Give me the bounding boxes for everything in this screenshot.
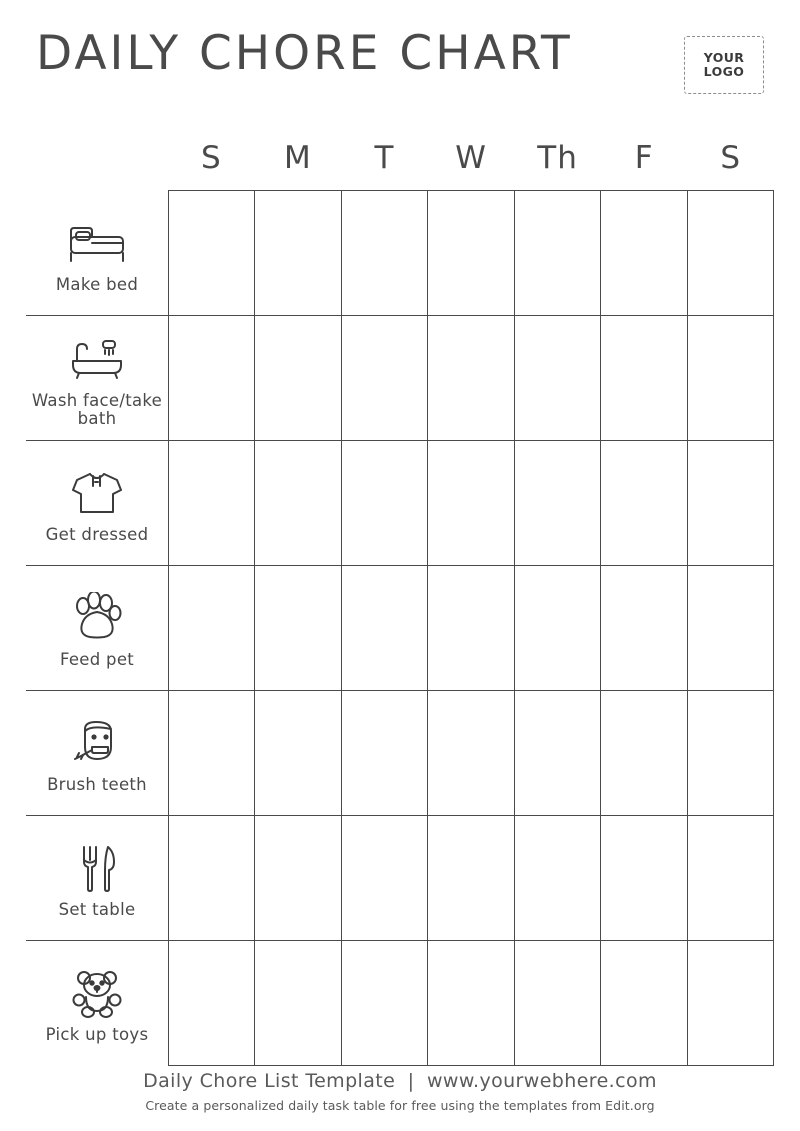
- chore-label-cell-wash-face: [26, 316, 169, 441]
- checkbox-cell-wash-face-tue[interactable]: [341, 316, 427, 441]
- checkbox-cell-wash-face-wed[interactable]: [428, 316, 514, 441]
- footer-main-line: [0, 1070, 800, 1092]
- checkbox-cell-set-table-sat[interactable]: [687, 816, 773, 941]
- checkbox-cell-wash-face-fri[interactable]: [601, 316, 687, 441]
- page-title: DAILY CHORE CHART: [36, 26, 573, 81]
- day-header-wednesday: W: [455, 140, 487, 176]
- checkbox-cell-feed-pet-fri[interactable]: [601, 566, 687, 691]
- chore-label-cell-get-dressed: [26, 441, 169, 566]
- footer-separator: |: [407, 1070, 415, 1092]
- checkbox-cell-get-dressed-sun[interactable]: [169, 441, 255, 566]
- checkbox-cell-brush-teeth-mon[interactable]: [255, 691, 341, 816]
- checkbox-cell-brush-teeth-wed[interactable]: [428, 691, 514, 816]
- checkbox-cell-make-bed-tue[interactable]: [341, 191, 427, 316]
- checkbox-cell-pick-up-toys-tue[interactable]: [341, 941, 427, 1066]
- checkbox-cell-set-table-tue[interactable]: [341, 816, 427, 941]
- day-header-thursday: Th: [537, 140, 578, 176]
- chore-chart-table: [26, 190, 774, 1066]
- chore-label: Get dressed: [45, 524, 149, 544]
- bathtub-shower-icon: [65, 328, 129, 390]
- chore-label: Feed pet: [59, 649, 135, 669]
- checkbox-cell-get-dressed-thu[interactable]: [514, 441, 600, 566]
- chore-label: Pick up toys: [45, 1025, 149, 1045]
- day-header-monday: M: [283, 140, 312, 176]
- checkbox-cell-make-bed-sun[interactable]: [169, 191, 255, 316]
- table-row: [26, 816, 774, 941]
- checkbox-cell-wash-face-sun[interactable]: [169, 316, 255, 441]
- checkbox-cell-feed-pet-tue[interactable]: [341, 566, 427, 691]
- day-header-sunday: S: [200, 140, 222, 176]
- chore-label-cell-brush-teeth: [26, 691, 169, 816]
- checkbox-cell-brush-teeth-thu[interactable]: [514, 691, 600, 816]
- checkbox-cell-make-bed-wed[interactable]: [428, 191, 514, 316]
- checkbox-cell-get-dressed-wed[interactable]: [428, 441, 514, 566]
- checkbox-cell-pick-up-toys-mon[interactable]: [255, 941, 341, 1066]
- checkbox-cell-pick-up-toys-thu[interactable]: [514, 941, 600, 1066]
- checkbox-cell-feed-pet-mon[interactable]: [255, 566, 341, 691]
- chore-label-cell-set-table: [26, 816, 169, 941]
- checkbox-cell-wash-face-thu[interactable]: [514, 316, 600, 441]
- day-header-friday: F: [634, 140, 654, 176]
- checkbox-cell-set-table-sun[interactable]: [169, 816, 255, 941]
- checkbox-cell-wash-face-sat[interactable]: [687, 316, 773, 441]
- logo-line-2: LOGO: [703, 64, 745, 79]
- checkbox-cell-brush-teeth-tue[interactable]: [341, 691, 427, 816]
- checkbox-cell-set-table-fri[interactable]: [601, 816, 687, 941]
- checkbox-cell-wash-face-mon[interactable]: [255, 316, 341, 441]
- table-row: [26, 316, 774, 441]
- header: [0, 26, 800, 106]
- chore-label: Wash face/take bath: [31, 390, 163, 428]
- table-row: [26, 941, 774, 1066]
- chore-label-cell-feed-pet: [26, 566, 169, 691]
- checkbox-cell-pick-up-toys-fri[interactable]: [601, 941, 687, 1066]
- checkbox-cell-get-dressed-fri[interactable]: [601, 441, 687, 566]
- checkbox-cell-brush-teeth-sun[interactable]: [169, 691, 255, 816]
- checkbox-cell-make-bed-sat[interactable]: [687, 191, 773, 316]
- checkbox-cell-feed-pet-sun[interactable]: [169, 566, 255, 691]
- toothbrush-face-icon: [67, 712, 127, 774]
- checkbox-cell-feed-pet-sat[interactable]: [687, 566, 773, 691]
- day-header-tuesday: T: [374, 140, 395, 176]
- checkbox-cell-get-dressed-sat[interactable]: [687, 441, 773, 566]
- logo-placeholder[interactable]: [684, 36, 764, 94]
- table-row: [26, 441, 774, 566]
- fork-knife-icon: [72, 837, 122, 899]
- table-row: [26, 191, 774, 316]
- chore-label: Set table: [58, 899, 136, 919]
- table-row: [26, 566, 774, 691]
- table-row: [26, 691, 774, 816]
- checkbox-cell-get-dressed-tue[interactable]: [341, 441, 427, 566]
- checkbox-cell-pick-up-toys-sun[interactable]: [169, 941, 255, 1066]
- chore-label-cell-pick-up-toys: [26, 941, 169, 1066]
- footer-note: Create a personalized daily task table for free using the templates from Edit.org: [145, 1098, 655, 1113]
- checkbox-cell-feed-pet-thu[interactable]: [514, 566, 600, 691]
- checkbox-cell-get-dressed-mon[interactable]: [255, 441, 341, 566]
- checkbox-cell-brush-teeth-fri[interactable]: [601, 691, 687, 816]
- checkbox-cell-feed-pet-wed[interactable]: [428, 566, 514, 691]
- footer-website[interactable]: www.yourwebhere.com: [426, 1070, 657, 1092]
- checkbox-cell-brush-teeth-sat[interactable]: [687, 691, 773, 816]
- chore-label: Make bed: [55, 274, 139, 294]
- checkbox-cell-make-bed-fri[interactable]: [601, 191, 687, 316]
- logo-line-1: YOUR: [703, 50, 745, 65]
- checkbox-cell-set-table-mon[interactable]: [255, 816, 341, 941]
- checkbox-cell-set-table-thu[interactable]: [514, 816, 600, 941]
- checkbox-cell-pick-up-toys-sat[interactable]: [687, 941, 773, 1066]
- checkbox-cell-set-table-wed[interactable]: [428, 816, 514, 941]
- footer-template-name: Daily Chore List Template: [143, 1070, 396, 1092]
- checkbox-cell-pick-up-toys-wed[interactable]: [428, 941, 514, 1066]
- day-header-saturday: S: [720, 140, 742, 176]
- bed-icon: [65, 212, 129, 274]
- tshirt-icon: [69, 462, 125, 524]
- teddy-bear-icon: [69, 962, 125, 1024]
- chore-label-cell-make-bed: [26, 191, 169, 316]
- footer: [0, 1070, 800, 1113]
- checkbox-cell-make-bed-thu[interactable]: [514, 191, 600, 316]
- day-header-row: [168, 132, 774, 184]
- paw-print-icon: [70, 587, 124, 649]
- checkbox-cell-make-bed-mon[interactable]: [255, 191, 341, 316]
- chore-label: Brush teeth: [47, 774, 147, 794]
